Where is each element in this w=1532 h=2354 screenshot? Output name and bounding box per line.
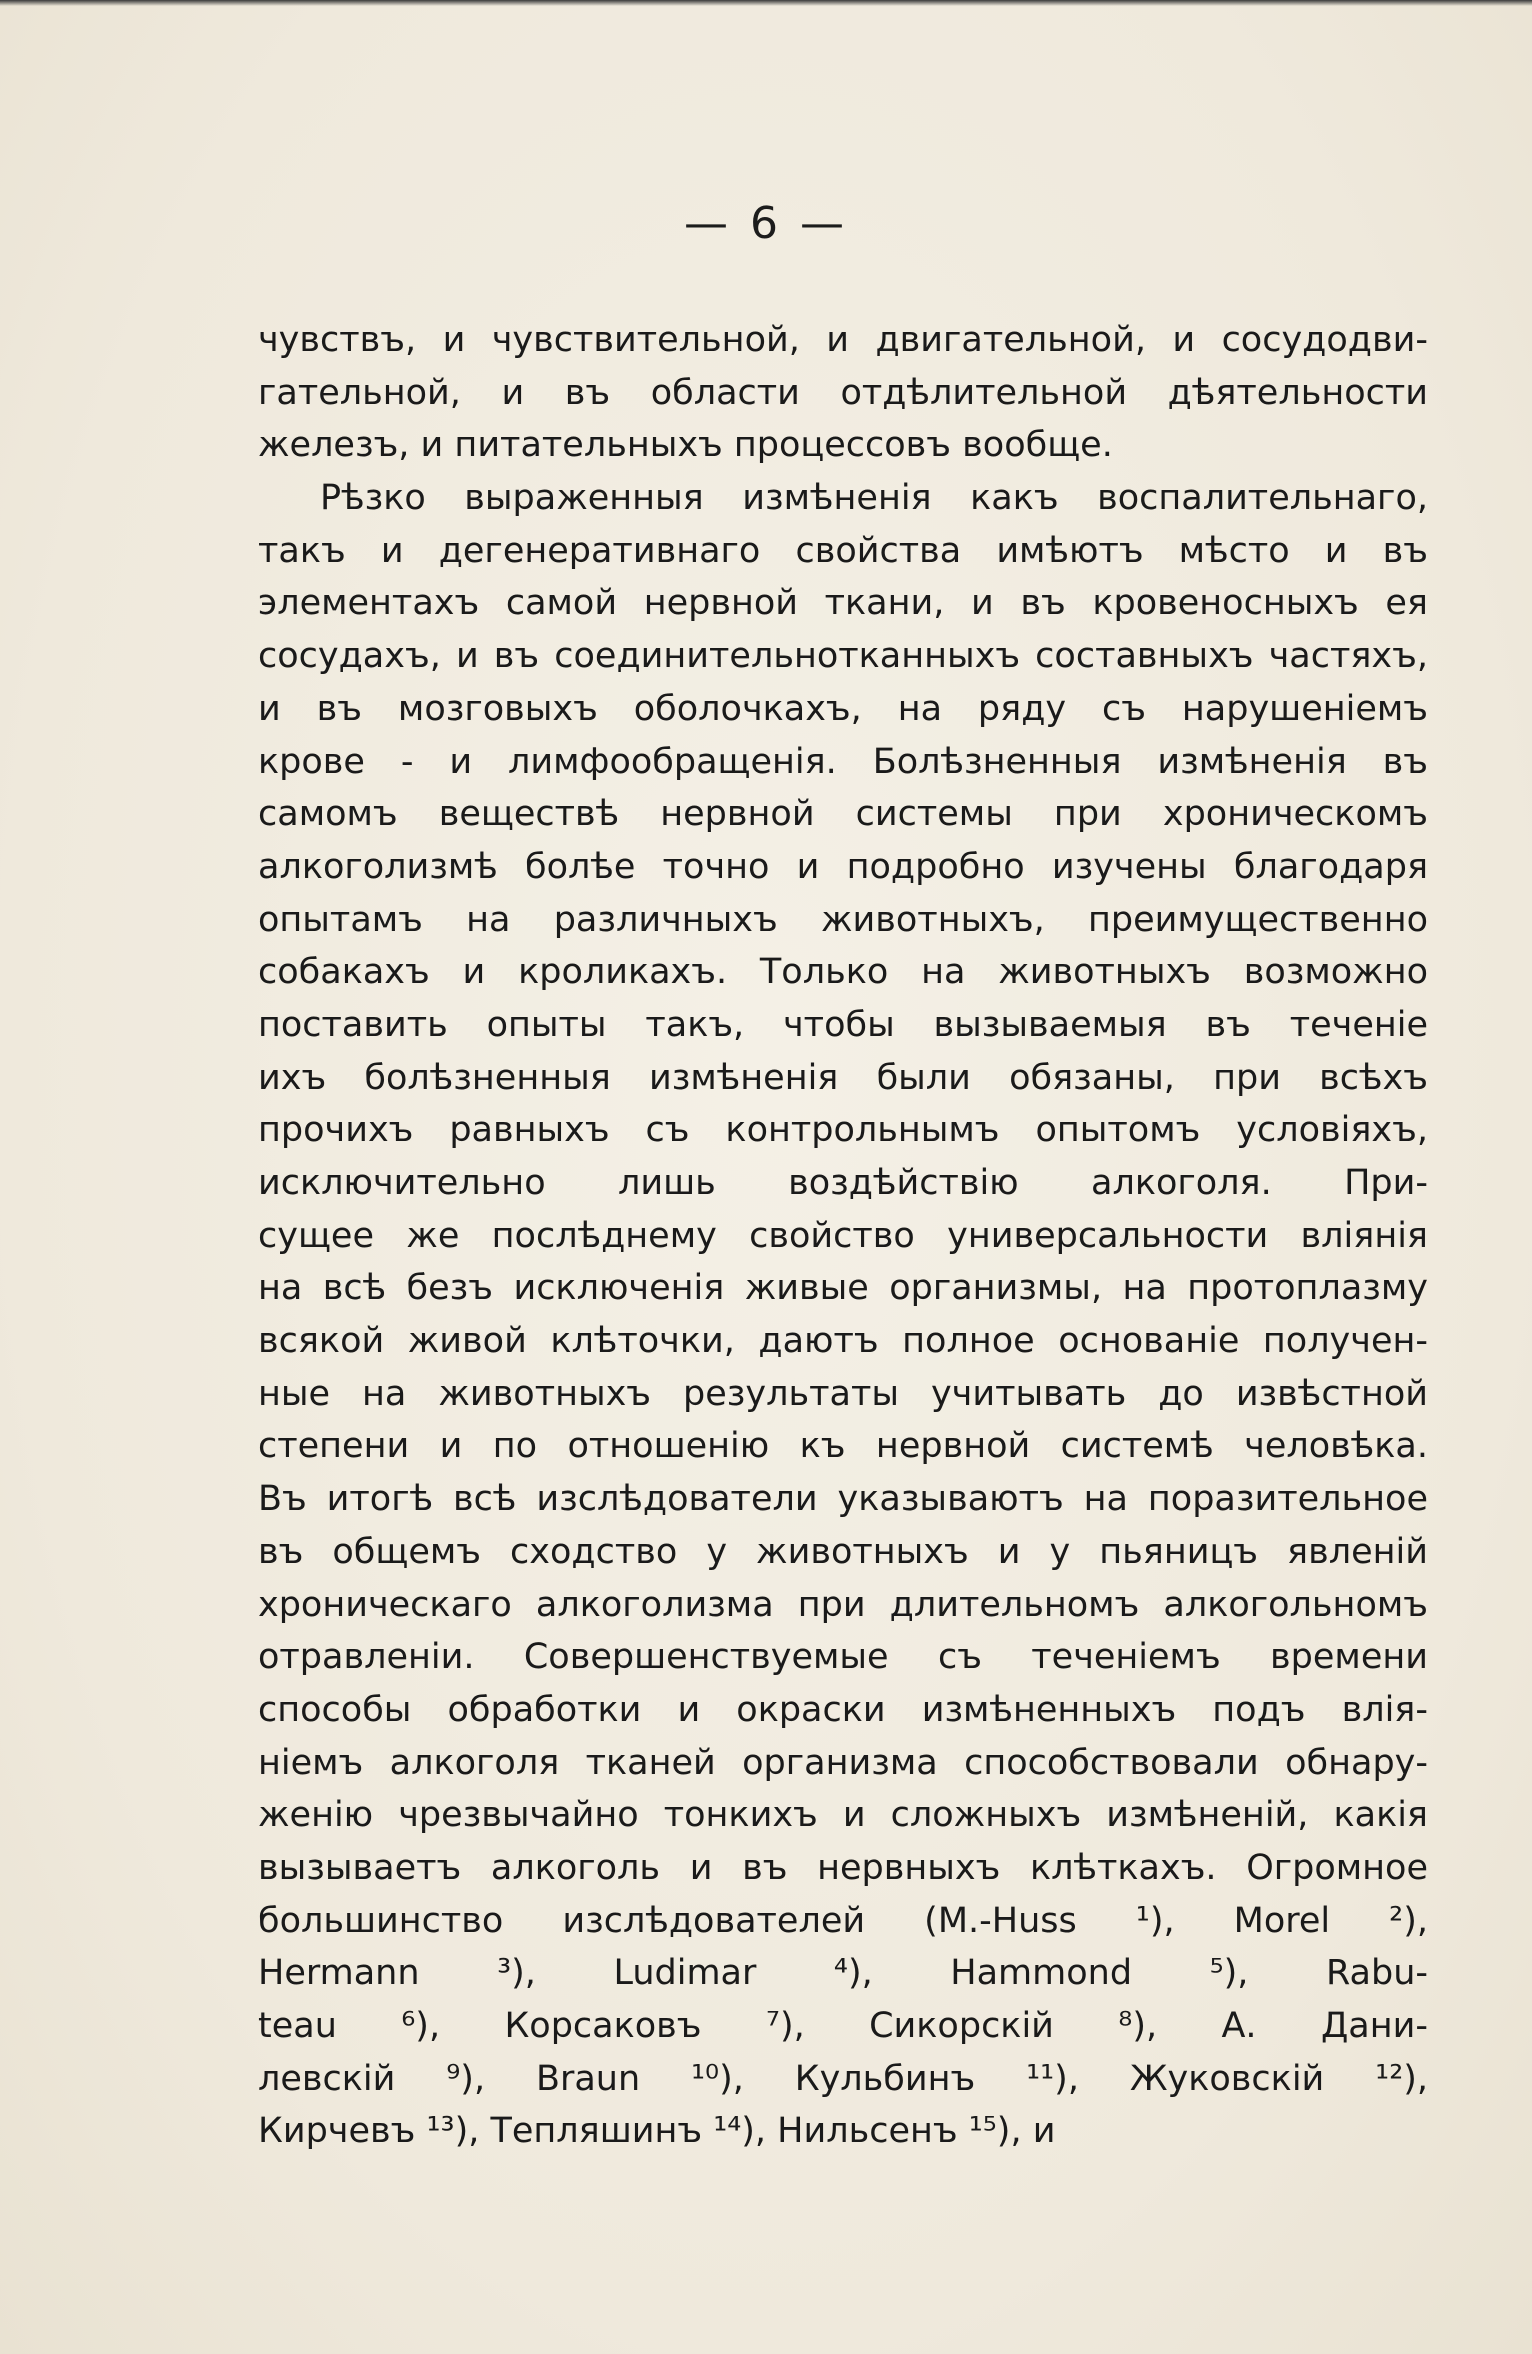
text-line: вызываетъ алкоголь и въ нервныхъ клѣткахъ. Огромное bbox=[258, 1847, 1428, 1888]
text-line: сосудахъ, и въ соединительнотканныхъ составныхъ частяхъ, bbox=[258, 636, 1428, 677]
page-number: — 6 — bbox=[684, 198, 848, 249]
text-line: самомъ веществѣ нервной системы при хроническомъ bbox=[258, 794, 1428, 835]
text-line: ные на животныхъ результаты учитывать до извѣстной bbox=[258, 1373, 1428, 1414]
text-line: сущее же послѣднему свойство универсальности вліянія bbox=[258, 1215, 1428, 1256]
text-line: всякой живой клѣточки, даютъ полное основаніе получен- bbox=[258, 1321, 1428, 1362]
text-line: степени и по отношенію къ нервной системѣ человѣка. bbox=[258, 1426, 1428, 1467]
text-line: Рѣзко выраженныя измѣненія какъ воспалительнаго, bbox=[320, 478, 1428, 519]
text-line: способы обработки и окраски измѣненныхъ подъ влія- bbox=[258, 1689, 1428, 1730]
text-line: поставить опыты такъ, чтобы вызываемыя въ теченіе bbox=[258, 1004, 1428, 1045]
text-line: отравленіи. Совершенствуемые съ теченіемъ времени bbox=[258, 1637, 1428, 1678]
text-line: крове - и лимфообращенія. Болѣзненныя измѣненія въ bbox=[258, 741, 1428, 782]
text-line: Кирчевъ ¹³), Тепляшинъ ¹⁴), Нильсенъ ¹⁵), и bbox=[258, 2111, 1056, 2152]
text-line: элементахъ самой нервной ткани, и въ кровеносныхъ ея bbox=[258, 583, 1428, 624]
page-top-edge bbox=[0, 0, 1532, 6]
text-line: исключительно лишь воздѣйствію алкоголя. При- bbox=[258, 1163, 1428, 1203]
text-line: женію чрезвычайно тонкихъ и сложныхъ измѣненій, какія bbox=[258, 1795, 1428, 1836]
text-line: прочихъ равныхъ съ контрольнымъ опытомъ условіяхъ, bbox=[258, 1110, 1428, 1151]
text-line: опытамъ на различныхъ животныхъ, преимущественно bbox=[258, 899, 1428, 940]
text-line: и въ мозговыхъ оболочкахъ, на ряду съ нарушеніемъ bbox=[258, 688, 1428, 729]
text-line: левскій ⁹), Braun ¹⁰), Кульбинъ ¹¹), Жуковскій ¹²), bbox=[258, 2058, 1428, 2099]
text-line: собакахъ и кроликахъ. Только на животныхъ возможно bbox=[258, 952, 1428, 993]
text-line: ихъ болѣзненныя измѣненія были обязаны, при всѣхъ bbox=[258, 1057, 1428, 1098]
text-line: въ общемъ сходство у животныхъ и у пьяницъ явленій bbox=[258, 1531, 1428, 1572]
text-line: алкоголизмѣ болѣе точно и подробно изучены благодаря bbox=[258, 846, 1428, 887]
text-line: на всѣ безъ исключенія живые организмы, на протоплазму bbox=[258, 1268, 1428, 1309]
text-line: большинство изслѣдователей (M.-Huss ¹), Morel ²), bbox=[258, 1900, 1428, 1941]
text-line: железъ, и питательныхъ процессовъ вообще. bbox=[258, 425, 1113, 466]
text-line: гательной, и въ области отдѣлительной дѣятельности bbox=[258, 372, 1428, 413]
text-line: хроническаго алкоголизма при длительномъ алкогольномъ bbox=[258, 1584, 1428, 1625]
text-line: чувствъ, и чувствительной, и двигательной, и сосудодви- bbox=[258, 320, 1428, 360]
text-line: такъ и дегенеративнаго свойства имѣютъ мѣсто и въ bbox=[258, 530, 1428, 571]
text-line: teau ⁶), Корсаковъ ⁷), Сикорскій ⁸), А. Дани- bbox=[258, 2006, 1428, 2046]
body-text bbox=[258, 314, 1428, 2158]
text-line: Въ итогѣ всѣ изслѣдователи указываютъ на поразительное bbox=[258, 1479, 1428, 1520]
text-line: Hermann ³), Ludimar ⁴), Hammond ⁵), Rabu- bbox=[258, 1953, 1428, 1994]
text-line: ніемъ алкоголя тканей организма способствовали обнару- bbox=[258, 1742, 1428, 1783]
